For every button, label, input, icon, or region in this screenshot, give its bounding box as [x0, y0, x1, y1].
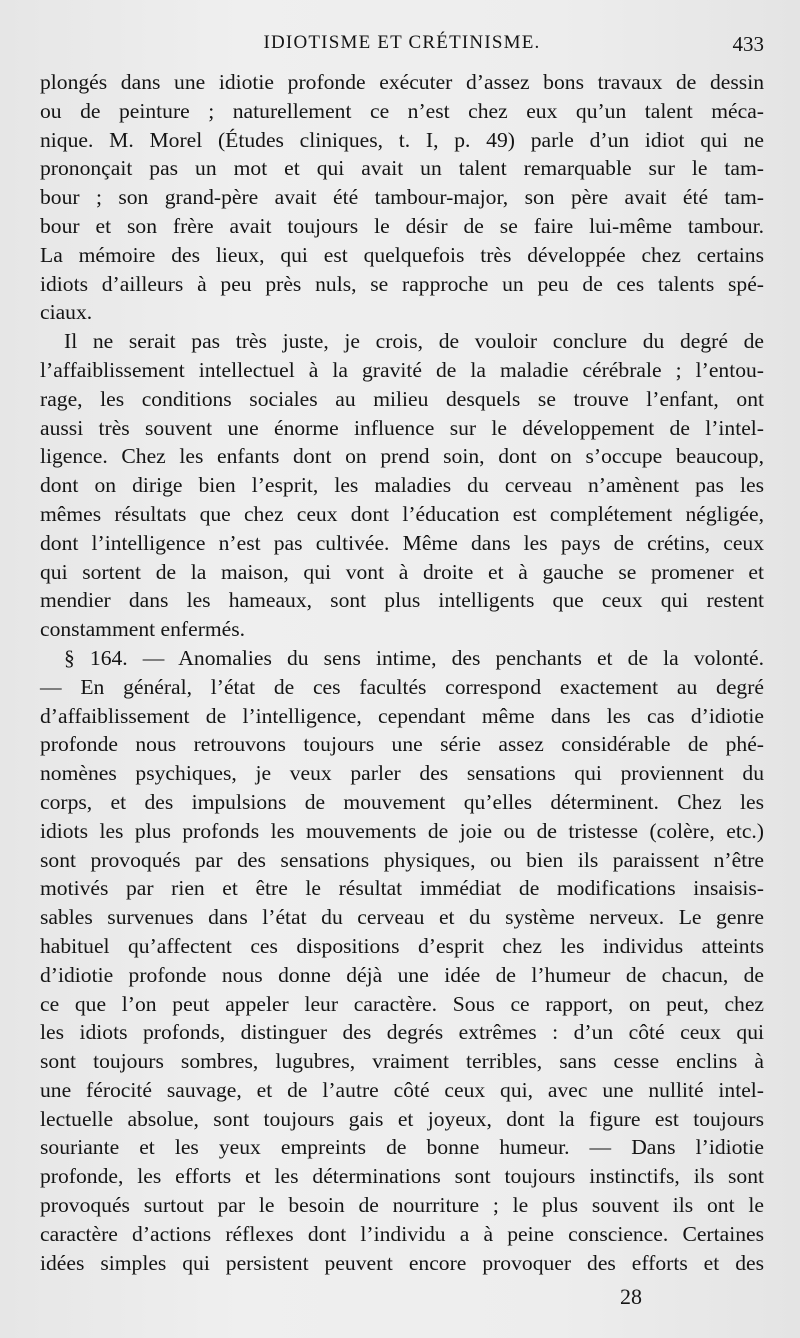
text-line: ou de peinture ; naturellement ce n’est chez eux qu’un talent méca-	[40, 98, 764, 123]
text-line: prononçait pas un mot et qui avait un talent remarquable sur le tam-	[40, 156, 764, 181]
text-line: habituel qu’affectent ces dispositions d’esprit chez les individus atteints	[40, 933, 764, 958]
text-line: sables survenues dans l’état du cerveau et du système nerveux. Le genre	[40, 905, 764, 930]
text-line: Il ne serait pas très juste, je crois, de vouloir conclure du degré de	[64, 329, 764, 354]
running-title: IDIOTISME ET CRÉTINISME.	[263, 32, 541, 53]
text-line: La mémoire des lieux, qui est quelquefois très développée chez certains	[40, 242, 764, 267]
text-line: qui sortent de la maison, qui vont à droite et à gauche se promener et	[40, 559, 764, 584]
body-text	[40, 68, 764, 1277]
text-line: mêmes résultats que chez ceux dont l’éducation est complétement négligée,	[40, 501, 764, 526]
text-line: mendier dans les hameaux, sont plus intelligents que ceux qui restent	[40, 588, 764, 613]
text-line: les idiots profonds, distinguer des degrés extrêmes : d’un côté ceux qui	[40, 1020, 764, 1045]
text-line: ce que l’on peut appeler leur caractère. Sous ce rapport, on peut, chez	[40, 991, 764, 1016]
text-line: constamment enfermés.	[40, 617, 246, 642]
text-line: provoqués surtout par le besoin de nourriture ; le plus souvent ils ont le	[40, 1193, 764, 1218]
text-line: idiots les plus profonds les mouvements de joie ou de tristesse (colère, etc.)	[40, 818, 764, 843]
text-line: — En général, l’état de ces facultés correspond exactement au degré	[40, 674, 764, 699]
page-number: 433	[732, 32, 764, 56]
text-line: motivés par rien et être le résultat immédiat de modifications insaisis-	[40, 876, 764, 901]
text-line: sont toujours sombres, lugubres, vraiment terribles, sans cesse enclins à	[40, 1049, 764, 1074]
text-line: souriante et les yeux empreints de bonne humeur. — Dans l’idiotie	[40, 1135, 764, 1160]
text-line: nomènes psychiques, je veux parler des sensations qui proviennent du	[40, 761, 764, 786]
text-line: lectuelle absolue, sont toujours gais et joyeux, dont la figure est toujours	[40, 1106, 764, 1131]
text-line: dont l’intelligence n’est pas cultivée. Même dans les pays de crétins, ceux	[40, 530, 764, 555]
text-line: bour et son frère avait toujours le désir de se faire lui-même tambour.	[40, 213, 764, 238]
text-line: sont provoqués par des sensations physiques, ou bien ils paraissent n’être	[40, 847, 764, 872]
signature-mark: 28	[620, 1284, 642, 1309]
text-line: dont on dirige bien l’esprit, les maladies du cerveau n’amènent pas les	[40, 473, 764, 498]
text-line: plongés dans une idiotie profonde exécuter d’assez bons travaux de dessin	[40, 70, 764, 94]
section-heading-line: § 164. — Anomalies du sens intime, des penchants et de la volonté.	[64, 645, 764, 670]
text-line: aussi très souvent une énorme influence sur le développement de l’intel-	[40, 415, 764, 440]
text-line: ligence. Chez les enfants dont on prend soin, dont on s’occupe beaucoup,	[40, 444, 764, 469]
text-line: corps, et des impulsions de mouvement qu’elles déterminent. Chez les	[40, 789, 764, 814]
text-line: d’idiotie profonde nous donne déjà une idée de l’humeur de chacun, de	[40, 962, 764, 987]
text-line: ciaux.	[40, 300, 93, 325]
text-line: rage, les conditions sociales au milieu desquels se trouve l’enfant, ont	[40, 386, 764, 411]
text-line: caractère d’actions réflexes dont l’individu a à peine conscience. Certaines	[40, 1221, 764, 1246]
text-line: l’affaiblissement intellectuel à la gravité de la maladie cérébrale ; l’entou-	[40, 357, 764, 382]
text-line: bour ; son grand-père avait été tambour-major, son père avait été tam-	[40, 185, 764, 210]
text-line: profonde nous retrouvons toujours une série assez considérable de phé-	[40, 732, 764, 757]
text-line: profonde, les efforts et les déterminations sont toujours instinctifs, ils sont	[40, 1164, 764, 1189]
text-line: nique. M. Morel (Études cliniques, t. I, p. 49) parle d’un idiot qui ne	[40, 127, 764, 152]
page-header	[40, 32, 764, 62]
text-line: une férocité sauvage, et de l’autre côté ceux qui, avec une nullité intel-	[40, 1077, 764, 1102]
text-line: idées simples qui persistent peuvent encore provoquer des efforts et des	[40, 1250, 764, 1275]
text-line: d’affaiblissement de l’intelligence, cependant même dans les cas d’idiotie	[40, 703, 764, 728]
text-line: idiots d’ailleurs à peu près nuls, se rapproche un peu de ces talents spé-	[40, 271, 764, 296]
